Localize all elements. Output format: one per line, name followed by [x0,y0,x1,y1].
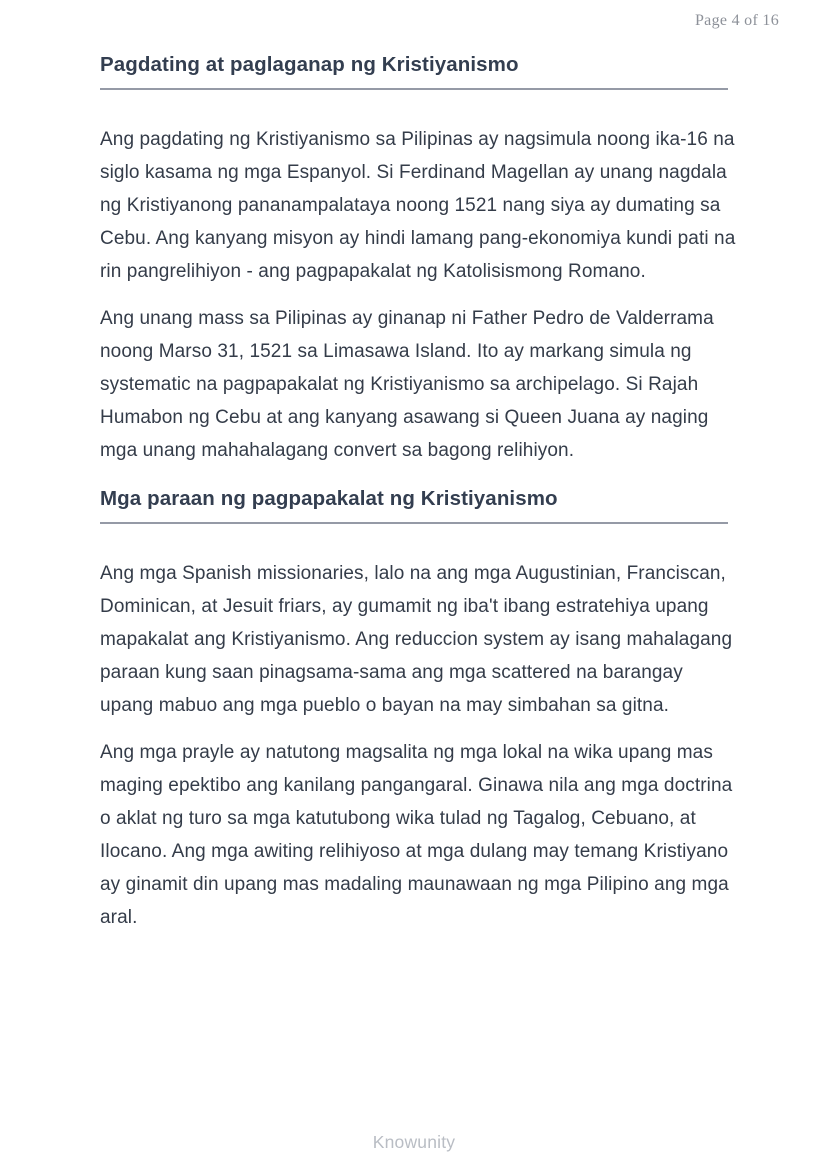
page-indicator: Page 4 of 16 [694,12,779,29]
section-mga-paraan [100,487,736,934]
paragraph: Ang mga prayle ay natutong magsalita ng mga lokal na wika upang mas maging epektibo ang kanilang pangangaral. Ginawa nila ang mga doctrina o aklat ng turo sa mga katutubong wika tulad ng Tagalog, Cebuano, at Ilocano. Ang mga awiting relihiyoso at mga dulang may temang Kristiyano ay ginamit din upang mas madaling maunawaan ng mga Pilipino ang mga aral. [100,742,733,928]
paragraph: Ang mga Spanish missionaries, lalo na ang mga Augustinian, Franciscan, Dominican, at Jesuit friars, ay gumamit ng iba't ibang estratehiya upang mapakalat ang Kristiyanismo. Ang reduccion system ay isang mahalagang paraan kung saan pinagsama-sama ang mga scattered na barangay upang mabuo ang mga pueblo o bayan na may simbahan sa gitna. [100,563,733,716]
paragraph: Ang unang mass sa Pilipinas ay ginanap ni Father Pedro de Valderrama noong Marso 31, 1521 sa Limasawa Island. Ito ay markang simula ng systematic na pagpapakalat ng Kristiyanismo sa archipelago. Si Rajah Humabon ng Cebu at ang kanyang asawang si Queen Juana ay naging mga unang mahahalagang convert sa bagong relihiyon. [100,308,714,461]
paragraph: Ang pagdating ng Kristiyanismo sa Pilipinas ay nagsimula noong ika-16 na siglo kasama ng mga Espanyol. Si Ferdinand Magellan ay unang nagdala ng Kristiyanong pananampalataya noong 1521 nang siya ay dumating sa Cebu. Ang kanyang misyon ay hindi lamang pang-ekonomiya kundi pati na rin pangrelihiyon - ang pagpapakalat ng Katolisismong Romano. [100,129,736,282]
section-heading: Pagdating at paglaganap ng Kristiyanismo [100,53,519,76]
document-content [100,53,736,934]
heading-divider [100,88,728,90]
heading-divider [100,522,728,524]
section-pagdating [100,53,736,467]
footer-brand: Knowunity [372,1132,456,1152]
section-heading: Mga paraan ng pagpapakalat ng Kristiyanismo [100,487,558,510]
